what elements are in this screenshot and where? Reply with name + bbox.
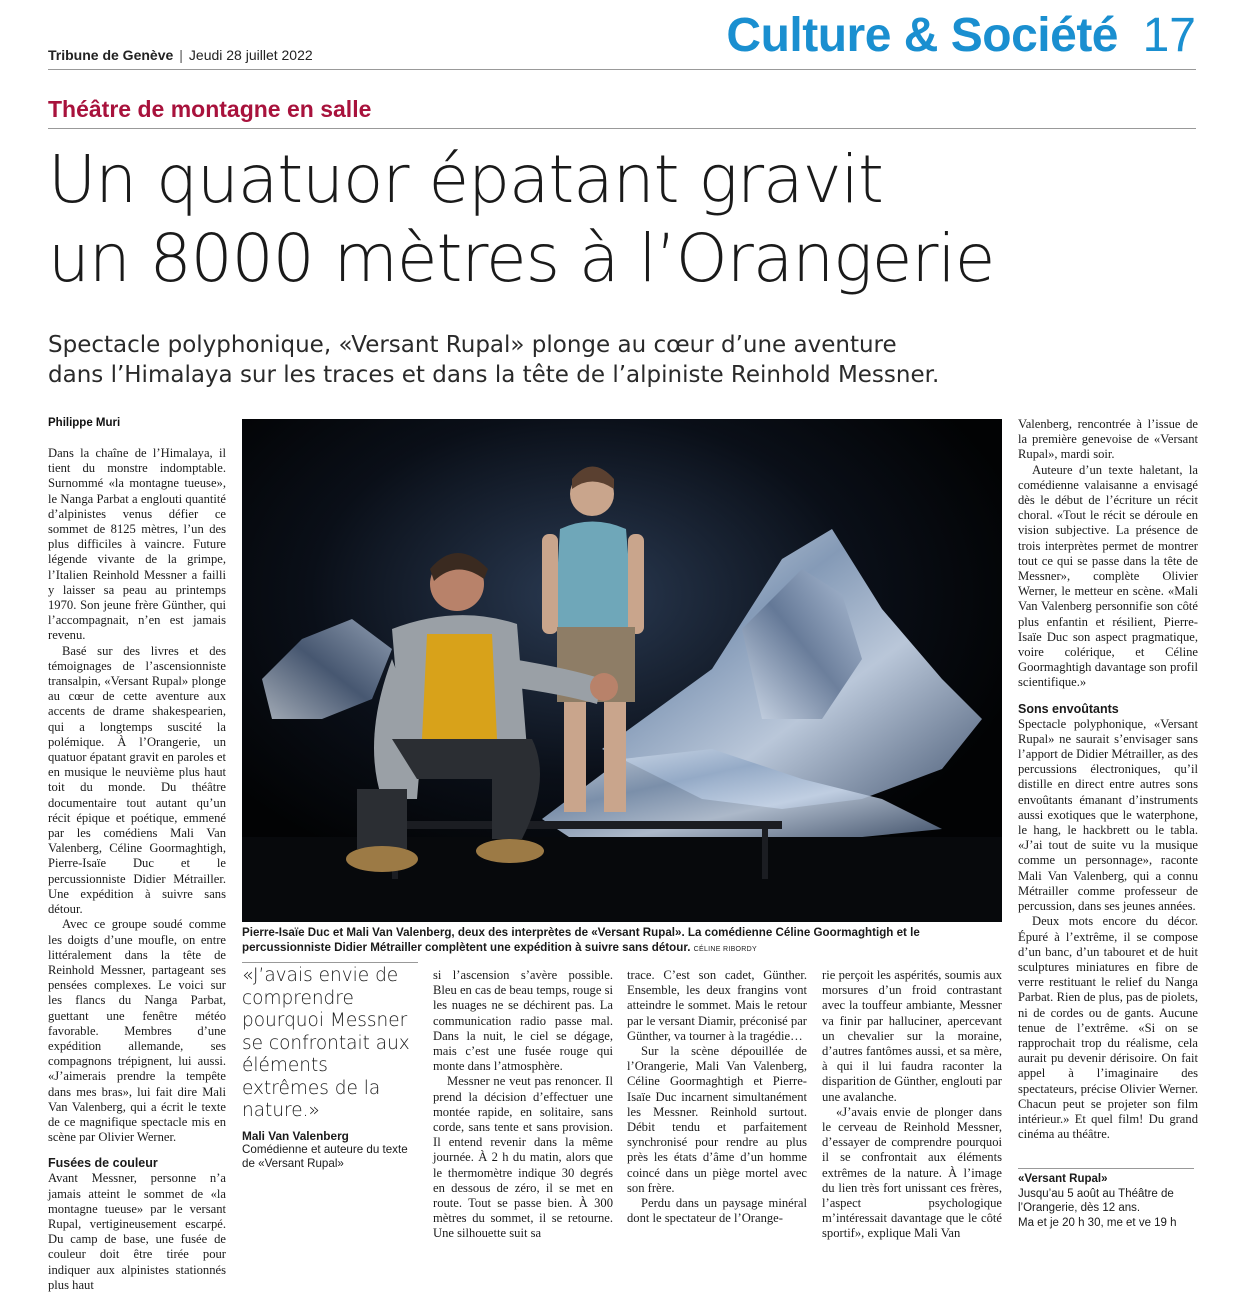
publication-name: Tribune de Genève — [48, 47, 174, 63]
masthead-divider — [48, 69, 1196, 70]
paragraph: Avant Messner, personne n’a jamais atteint le sommet de «la montagne tueuse» par le versant Rupal, vertigineusement escarpé. Du camp de base, une fusée de couleur doit être tirée pour indiquer aux alpinistes stationnés plus haut — [48, 1171, 226, 1292]
paragraph: Spectacle polyphonique, «Versant Rupal» ne saurait s’envisager sans l’apport de Didier Métrailler, as des percussions électroniques, qu’il distille en direct entre autres sons envoûtants émanant d’instruments aussi exotiques que le waterphone, le hang, le hackbrett ou le tabla. «J’ai tout de suite vu la musique comme un personnage», raconte Mali Van Valenberg, qui a connu Métrailler comme professeur de percussion, dans ses jeunes années. — [1018, 716, 1198, 914]
paragraph: Dans la chaîne de l’Himalaya, il tient du monstre indomptable. Surnommé «la montagne tueuse», le Nanga Parbat a englouti quantité d’alpinistes venus défier ce sommet de 8125 mètres, l’un des plus difficiles à vaincre. Future légende vivante de la grimpe, l’Italien Reinhold Messner a failli y laisser sa peau au printemps 1970. Son jeune frère Günther, qui l’accompagnait, n’en est jamais revenu. — [48, 446, 226, 643]
article-column-1 — [48, 446, 226, 1293]
paragraph: Sur la scène dépouillée de l’Orangerie, Mali Van Valenberg, Céline Goormaghtigh et Pierre-Isaïe Duc incarnent simultanément les Messner. Reinhold surtout. Débit tendu et parfaitement synchronisé pour rendre au plus près les états d’âme d’un homme coincé dans un piège mortel avec son frère. — [627, 1044, 807, 1195]
paragraph: trace. C’est son cadet, Günther. Ensemble, les deux frangins vont atteindre le sommet. Mais le retour par le versant Diamir, préconisé par Günther, va tourner à la tragédie… — [627, 968, 807, 1043]
pull-quote-author: Mali Van Valenberg — [242, 1128, 349, 1143]
paragraph: Perdu dans un paysage minéral dont le spectateur de l’Orange- — [627, 1196, 807, 1226]
stage-photo — [242, 419, 1002, 922]
photo-caption — [242, 925, 1002, 957]
masthead — [48, 47, 313, 63]
article-lead — [48, 330, 1208, 390]
pull-quote-text: «J’avais envie de comprendre pourquoi Messner se confrontait aux éléments extrêmes de la nature.» — [242, 965, 410, 1121]
show-times: Ma et je 20 h 30, me et ve 19 h — [1018, 1216, 1177, 1229]
article-column-4 — [822, 968, 1002, 1242]
section-title: Culture & Société — [726, 9, 1118, 62]
masthead-separator: | — [179, 47, 183, 63]
paragraph: rie perçoit les aspérités, soumis aux morsures d’un froid contrastant avec la touffeur ambiante, Messner va finir par halluciner, apercevant un chevalier sur la moraine, d’autres fantômes aussi, et sa mère, à qui il lui faudra raconter la disparition de Günther, englouti par une avalanche. — [822, 968, 1002, 1104]
headline-line-2: un 8000 mètres à l’Orangerie — [48, 220, 995, 297]
quote-divider — [242, 962, 418, 963]
paragraph: «J’avais envie de plonger dans le cerveau de Reinhold Messner, d’essayer de comprendre pourquoi il se confrontait aux éléments extrêmes de la nature. À l’image du lien très fort unissant ces frères, l’aspect psychologique m’intéressait davantage que le côté sportif», explique Mali Van — [822, 1104, 1002, 1241]
issue-date: Jeudi 28 juillet 2022 — [188, 47, 313, 63]
paragraph: Auteure d’un texte haletant, la comédienne valaisanne a envisagé dès le début de l’écriture un récit choral. «Tout le récit se déroule en vision subjective. La présence de trois interprètes permet de montrer tout ce qui se passe dans la tête de Messner», complète Olivier Werner, le metteur en scène. «Mali Van Valenberg personnifie son côté plus enfantin et résilient, Pierre-Isaïe Duc son aspect pragmatique, voire colérique, et Céline Goormaghtigh davantage son profil scientifique.» — [1018, 462, 1198, 690]
paragraph: Messner ne veut pas renoncer. Il prend la décision d’effectuer une montée rapide, en solitaire, sans corde, sans tente et sans provision. Il entend revenir dans la même journée. À 2 h du matin, alors que le thermomètre indique 30 degrés en dessous de zéro, il se met en route. Tout se passe bien. À 300 mètres du sommet, il se retourne. Une silhouette suit sa — [433, 1074, 613, 1241]
photo-credit: CÉLINE RIBORDY — [693, 946, 757, 953]
show-info-box — [1018, 1172, 1198, 1230]
paragraph: Avec ce groupe soudé comme les doigts d’une moufle, on entre littéralement dans la tête de Reinhold Messner, partageant ses pensées complexes. Le voici sur les flancs du Nanga Parbat, guettant une fenêtre météo favorable. Membres d’une expédition allemande, ses compagnons trépignent, lui aussi. «J’aimerais prendre la tempête dans mes bras», lui fait dire Mali Van Valenberg, qui a écrit le texte de ce magnifique spectacle mis en scène par Olivier Werner. — [48, 917, 226, 1145]
pull-quote-role: Comédienne et auteure du texte de «Versant Rupal» — [242, 1142, 408, 1170]
lead-line-2: dans l’Himalaya sur les traces et dans la tête de l’alpiniste Reinhold Messner. — [48, 362, 940, 388]
byline: Philippe Muri — [48, 417, 121, 429]
info-divider — [1018, 1168, 1194, 1169]
paragraph: Basé sur des livres et des témoignages de l’ascensionniste transalpin, «Versant Rupal» plonge au cœur de cette aventure aux accents de drame shakespearien, qui a longtemps suscité la polémique. À l’Orangerie, un quatuor épatant gravit en paroles et en musique le neuvième plus haut toit du monde. Du théâtre documentaire tout autant qu’un récit épique et poétique, emmené par les comédiens Mali Van Valenberg, Céline Goormaghtigh, Pierre-Isaïe Duc et le percussionniste Didier Métrailler. Une expédition à suivre sans détour. — [48, 643, 226, 917]
article-column-5 — [1018, 417, 1198, 1142]
subheading-fusees: Fusées de couleur — [48, 1156, 158, 1171]
show-title: «Versant Rupal» — [1018, 1173, 1108, 1185]
paragraph: Valenberg, rencontrée à l’issue de la première genevoise de «Versant Rupal», mardi soir. — [1018, 417, 1198, 462]
article-column-3 — [627, 968, 807, 1226]
show-venue-dates: Jusqu’au 5 août au Théâtre de l’Orangerie, dès 12 ans. — [1018, 1187, 1174, 1215]
article-headline — [48, 140, 1208, 298]
lead-line-1: Spectacle polyphonique, «Versant Rupal» plonge au cœur d’une aventure — [48, 332, 897, 358]
headline-line-1: Un quatuor épatant gravit — [48, 141, 883, 218]
subheading-sons: Sons envoûtants — [1018, 701, 1119, 716]
article-column-2 — [433, 968, 613, 1242]
paragraph: si l’ascension s’avère possible. Bleu en cas de beau temps, rouge si les nuages ne se déchirent pas. La communication radio passe mal. Dans la nuit, le ciel se dégage, mais c’est une fusée rouge qui monte dans l’atmosphère. — [433, 968, 613, 1074]
kicker-divider — [48, 128, 1196, 129]
article-kicker: Théâtre de montagne en salle — [48, 96, 372, 122]
pull-quote — [242, 965, 418, 1171]
caption-text: Pierre-Isaïe Duc et Mali Van Valenberg, deux des interprètes de «Versant Rupal». La comédienne Céline Goormaghtigh et le percussionniste Didier Métrailler complètent une expédition à suivre sans détour. — [242, 926, 920, 954]
paragraph: Deux mots encore du décor. Épuré à l’extrême, il se compose d’un banc, d’un tabouret et de huit sculptures miniatures en fibre de verre restituant le relief du Nanga Parbat. Rien de plus, pas de piolets, ni de cordes ou de gants. Aucune tenue de l’extrême. «Si on se rapprochait trop du réalisme, cela aurait pu devenir dérisoire. On fait appel à l’imaginaire des spectateurs, précise Olivier Werner. Chacun peut se projeter son film intérieur.» Et quel film! Du grand cinéma au théâtre. — [1018, 914, 1198, 1142]
page-number: 17 — [1142, 9, 1196, 62]
stage-photo-illustration — [242, 419, 1002, 922]
